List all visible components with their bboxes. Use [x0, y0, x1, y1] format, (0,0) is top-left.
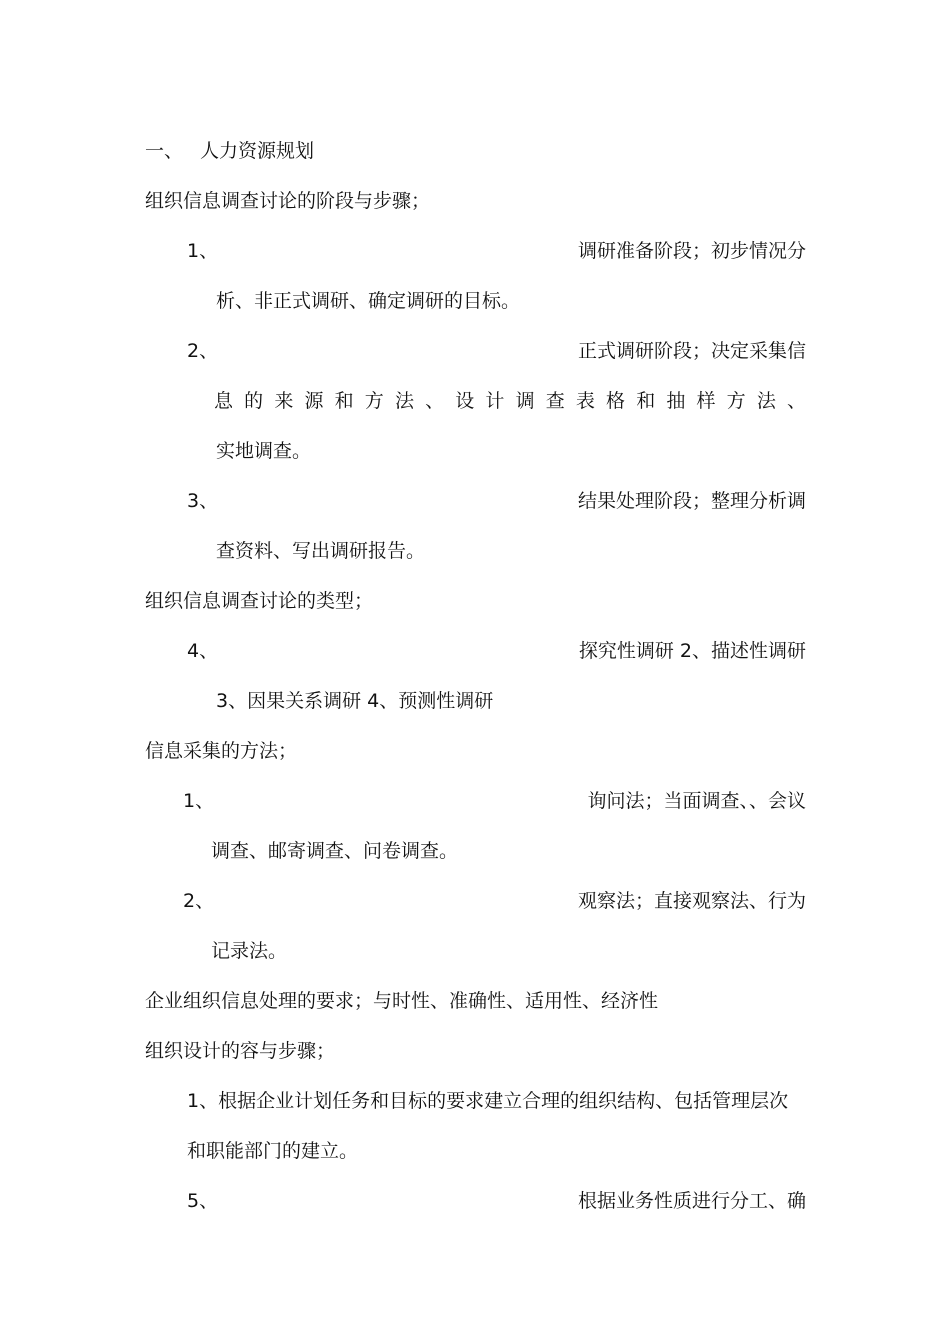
- spread-character: 查: [545, 390, 565, 412]
- spread-character: 计: [485, 390, 505, 412]
- design-5-text: 根据业务性质进行分工、确: [577, 1190, 806, 1212]
- method-2-continuation: 记录法。: [211, 940, 288, 962]
- spread-character: 、: [786, 390, 806, 412]
- stage-1-text: 调研准备阶段；初步情况分: [577, 240, 806, 262]
- type-text: 探究性调研 2、描述性调研: [578, 640, 806, 662]
- section-title: 人力资源规划: [200, 140, 315, 162]
- type-number: 4、: [187, 640, 219, 662]
- spread-character: 来: [274, 390, 294, 412]
- method-1-continuation: 调查、邮寄调查、问卷调查。: [211, 840, 459, 862]
- method-1-text: 询问法；当面调查、、会议: [587, 790, 806, 812]
- stage-2-continuation: [214, 384, 806, 418]
- spread-character: 样: [696, 390, 716, 412]
- spread-character: 抽: [666, 390, 686, 412]
- type-continuation: 3、因果关系调研 4、预测性调研: [216, 690, 494, 712]
- spread-character: 和: [334, 390, 354, 412]
- stage-3-number: 3、: [187, 490, 219, 512]
- spread-character: 和: [636, 390, 656, 412]
- stage-2-continuation-end: 实地调查。: [216, 440, 312, 462]
- spread-character: 息: [214, 390, 234, 412]
- heading-stages: 组织信息调查讨论的阶段与步骤；: [145, 190, 431, 212]
- stage-2-text: 正式调研阶段；决定采集信: [577, 340, 806, 362]
- spread-character: 方: [726, 390, 746, 412]
- method-2-number: 2、: [183, 890, 215, 912]
- spread-character: 的: [244, 390, 264, 412]
- spread-character: 调: [515, 390, 535, 412]
- spread-character: 源: [304, 390, 324, 412]
- heading-methods: 信息采集的方法；: [145, 740, 298, 762]
- stage-1-continuation: 析、非正式调研、确定调研的目标。: [216, 290, 521, 312]
- stage-1-number: 1、: [187, 240, 219, 262]
- heading-design: 组织设计的容与步骤；: [145, 1040, 336, 1062]
- design-1-text: 1、根据企业计划任务和目标的要求建立合理的组织结构、包括管理层次: [187, 1090, 789, 1112]
- stage-2-number: 2、: [187, 340, 219, 362]
- design-1-continuation: 和职能部门的建立。: [187, 1140, 359, 1162]
- spread-character: 、: [425, 390, 445, 412]
- spread-character: 格: [606, 390, 626, 412]
- spread-character: 表: [575, 390, 595, 412]
- spread-character: 法: [756, 390, 776, 412]
- spread-character: 设: [455, 390, 475, 412]
- heading-requirements: 企业组织信息处理的要求；与时性、准确性、适用性、经济性: [145, 990, 659, 1012]
- stage-3-text: 结果处理阶段；整理分析调: [577, 490, 806, 512]
- spread-character: 法: [394, 390, 414, 412]
- stage-3-continuation: 查资料、写出调研报告。: [216, 540, 426, 562]
- section-marker: 一、: [145, 140, 184, 162]
- method-2-text: 观察法；直接观察法、行为: [577, 890, 806, 912]
- spread-character: 方: [364, 390, 384, 412]
- heading-types: 组织信息调查讨论的类型；: [145, 590, 374, 612]
- design-5-number: 5、: [187, 1190, 219, 1212]
- method-1-number: 1、: [183, 790, 215, 812]
